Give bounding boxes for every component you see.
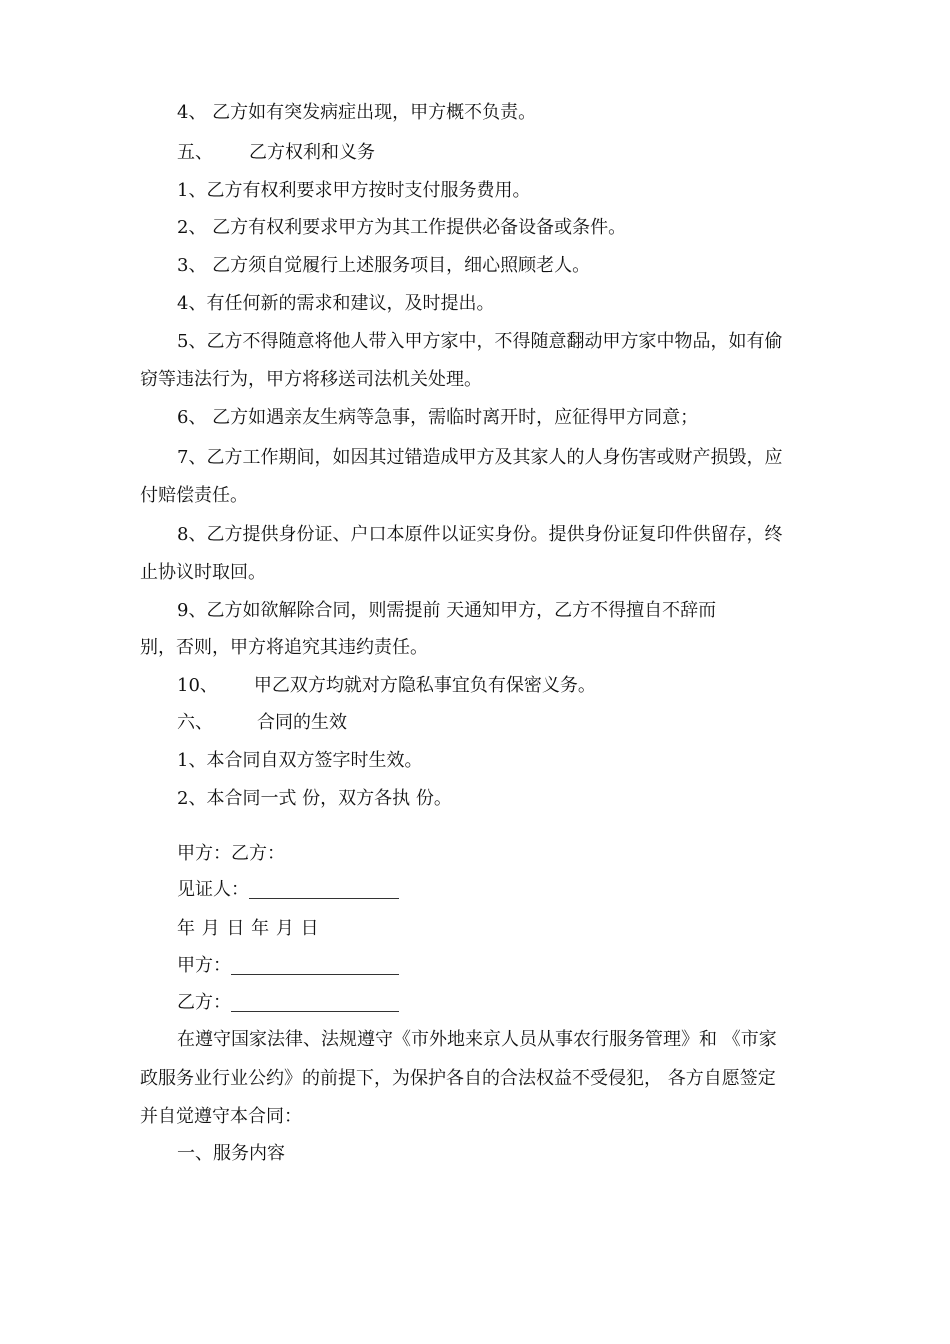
witness-line [177,881,399,899]
party-b-signature-blank [231,994,399,1012]
clause-5-7-line2: 付赔偿责任。 [140,485,248,506]
signature-dates: 年 月 日 年 月 日 [177,918,320,939]
section-6-number: 六、 [177,712,213,733]
section-5-heading [177,144,375,162]
section-1-heading: 一、服务内容 [177,1143,285,1164]
section-5-title: 乙方权利和义务 [249,142,375,163]
witness-label: 见证人： [177,879,249,900]
clause-5-6: 6、 乙方如遇亲友生病等急事，需临时离开时，应征得甲方同意； [177,407,699,428]
clause-6-1: 1、本合同自双方签字时生效。 [177,750,423,771]
clause-5-8-line1: 8、乙方提供身份证、户口本原件以证实身份。提供身份证复印件供留存，终 [177,524,783,545]
party-a-signature-blank [231,957,399,975]
clause-5-4: 4、有任何新的需求和建议，及时提出。 [177,293,495,314]
clause-5-5-line2: 窃等违法行为，甲方将移送司法机关处理。 [140,369,482,390]
witness-signature-blank [249,881,399,899]
party-a-line [177,957,399,975]
clause-5-7-line1: 7、乙方工作期间，如因其过错造成甲方及其家人的人身伤害或财产损毁，应 [177,447,783,468]
clause-5-10-number: 10、 [177,675,218,696]
clause-5-10-text: 甲乙双方均就对方隐私事宜负有保密义务。 [253,675,596,696]
signature-parties: 甲方：乙方： [177,843,285,864]
clause-5-3: 3、 乙方须自觉履行上述服务项目，细心照顾老人。 [177,255,591,276]
clause-6-2: 2、本合同一式 份，双方各执 份。 [177,788,452,809]
clause-5-1: 1、乙方有权利要求甲方按时支付服务费用。 [177,180,531,201]
party-b-line [177,994,399,1012]
party-a-label: 甲方： [177,955,231,976]
clause-5-2: 2、 乙方有权利要求甲方为其工作提供必备设备或条件。 [177,217,627,238]
preamble-line2: 政服务业行业公约》的前提下，为保护各自的合法权益不受侵犯， 各方自愿签定 [140,1068,776,1089]
clause-5-8-line2: 止协议时取回。 [140,562,266,583]
clause-5-9-line2: 别，否则，甲方将追究其违约责任。 [140,637,428,658]
section-5-number: 五、 [177,142,213,163]
clause-4-4: 4、 乙方如有突发病症出现，甲方概不负责。 [177,102,537,123]
clause-5-10 [177,677,596,695]
preamble-line1: 在遵守国家法律、法规遵守《市外地来京人员从事农行服务管理》和 《市家 [177,1029,777,1050]
clause-5-5-line1: 5、乙方不得随意将他人带入甲方家中，不得随意翻动甲方家中物品，如有偷 [177,331,783,352]
clause-5-9-line1: 9、乙方如欲解除合同，则需提前 天通知甲方，乙方不得擅自不辞而 [177,600,717,621]
section-6-heading [177,714,347,732]
party-b-label: 乙方： [177,992,231,1013]
preamble-line3: 并自觉遵守本合同： [140,1106,302,1127]
section-6-title: 合同的生效 [257,712,347,733]
